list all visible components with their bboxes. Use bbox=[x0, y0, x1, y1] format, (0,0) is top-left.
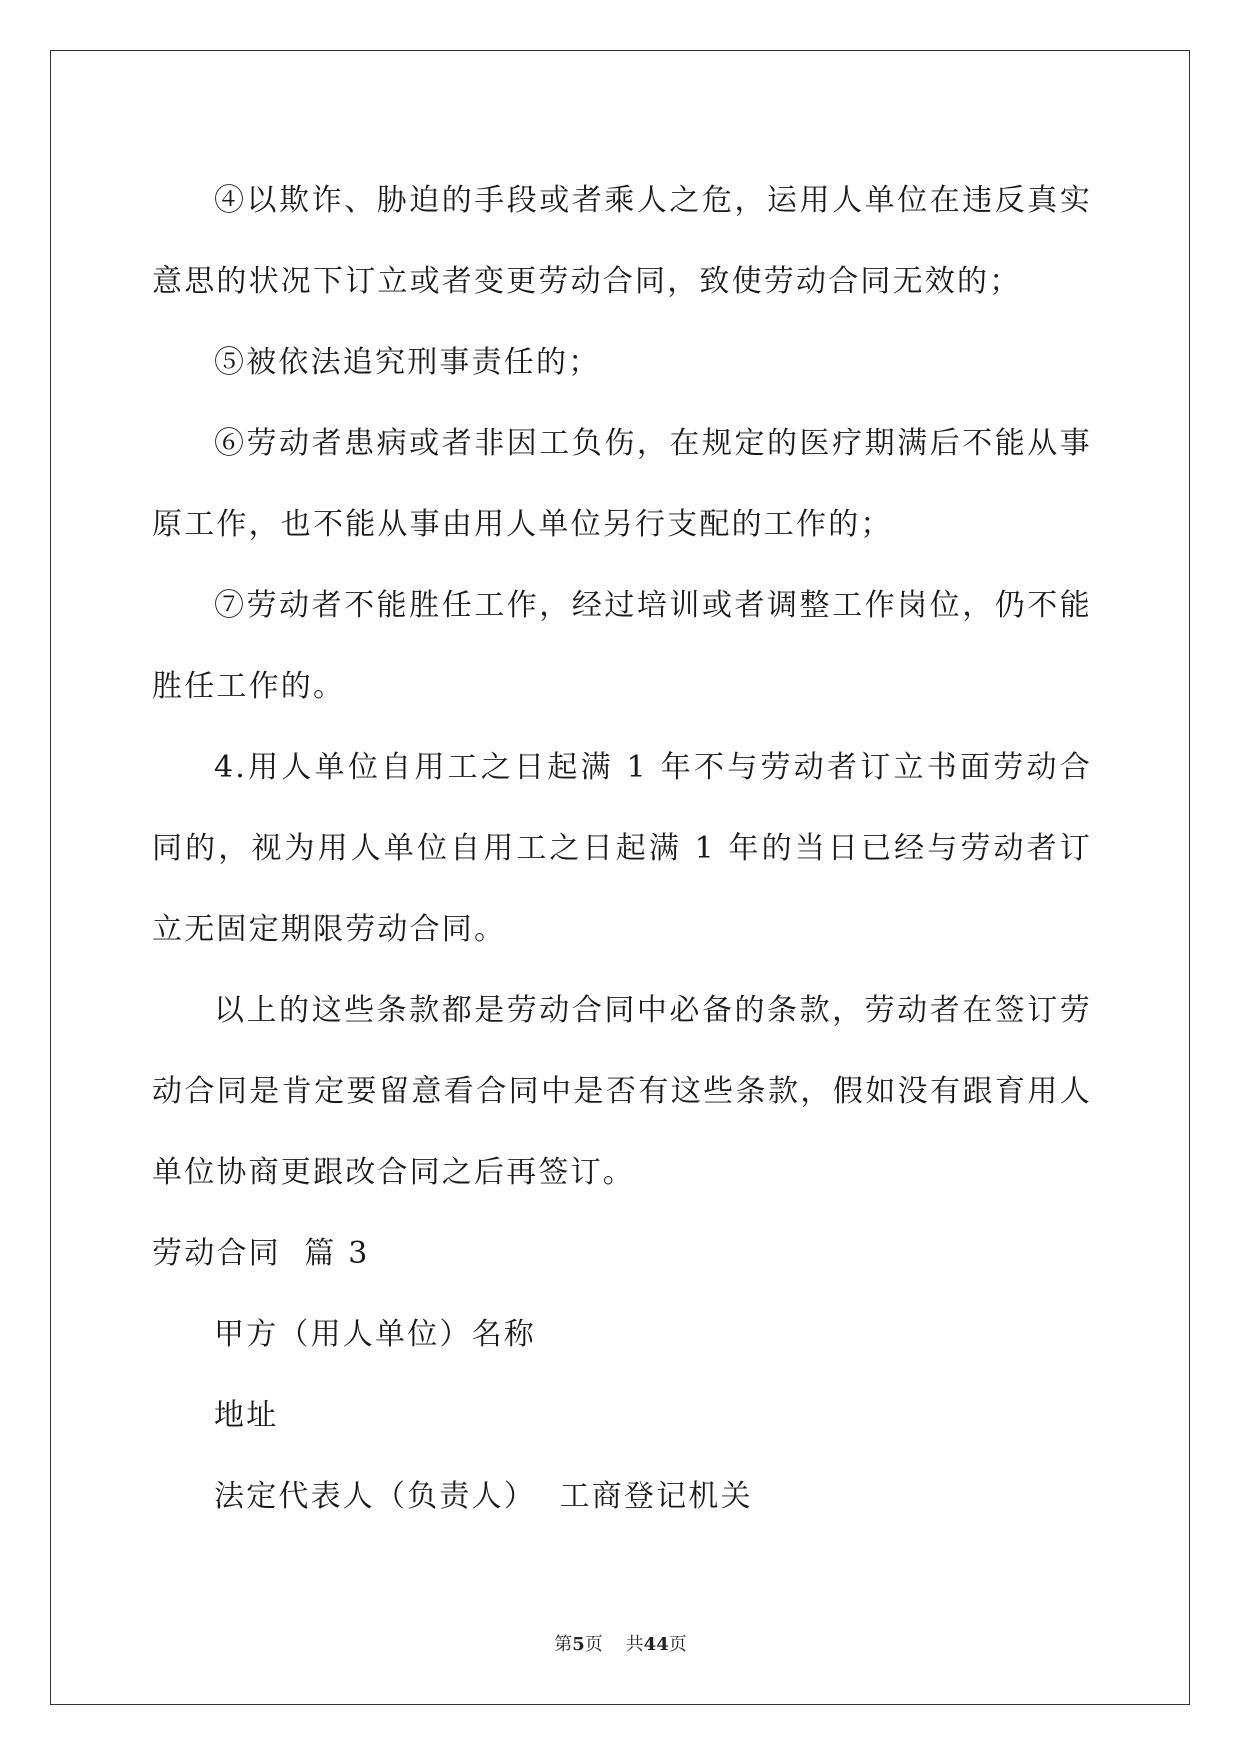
paragraph-item-6: ⑥劳动者患病或者非因工负伤，在规定的医疗期满后不能从事原工作，也不能从事由用人单位另行支配的工作的； bbox=[152, 426, 1092, 542]
paragraph-item-4: ④以欺诈、胁迫的手段或者乘人之危，运用人单位在违反真实意思的状况下订立或者变更劳动合同，致使劳动合同无效的； bbox=[152, 183, 1092, 299]
document-body bbox=[152, 160, 1092, 1537]
section-heading: 劳动合同 篇 3 bbox=[152, 1236, 370, 1271]
paragraph-item-7: ⑦劳动者不能胜任工作，经过培训或者调整工作岗位，仍不能胜任工作的。 bbox=[152, 588, 1092, 704]
field-address: 地址 bbox=[214, 1398, 279, 1433]
footer-prefix: 第 bbox=[554, 1634, 573, 1655]
field-legal-representative: 法定代表人（负责人） 工商登记机关 bbox=[214, 1479, 753, 1514]
field-employer-name: 甲方（用人单位）名称 bbox=[214, 1317, 536, 1352]
paragraph-summary: 以上的这些条款都是劳动合同中必备的条款，劳动者在签订劳动合同是肯定要留意看合同中是否有这些条款，假如没有跟育用人单位协商更跟改合同之后再签订。 bbox=[152, 993, 1092, 1190]
paragraph-clause-4: 4.用人单位自用工之日起满 1 年不与劳动者订立书面劳动合同的，视为用人单位自用工之日起满 1 年的当日已经与劳动者订立无固定期限劳动合同。 bbox=[152, 750, 1092, 947]
footer-total-suffix: 页 bbox=[668, 1634, 687, 1655]
footer-total-pages: 44 bbox=[643, 1634, 669, 1655]
footer-total-prefix: 共 bbox=[625, 1634, 644, 1655]
footer-page-suffix: 页 bbox=[584, 1634, 603, 1655]
page-footer bbox=[0, 1630, 1241, 1656]
paragraph-item-5: ⑤被依法追究刑事责任的； bbox=[214, 345, 601, 380]
footer-page-number: 5 bbox=[572, 1634, 585, 1655]
